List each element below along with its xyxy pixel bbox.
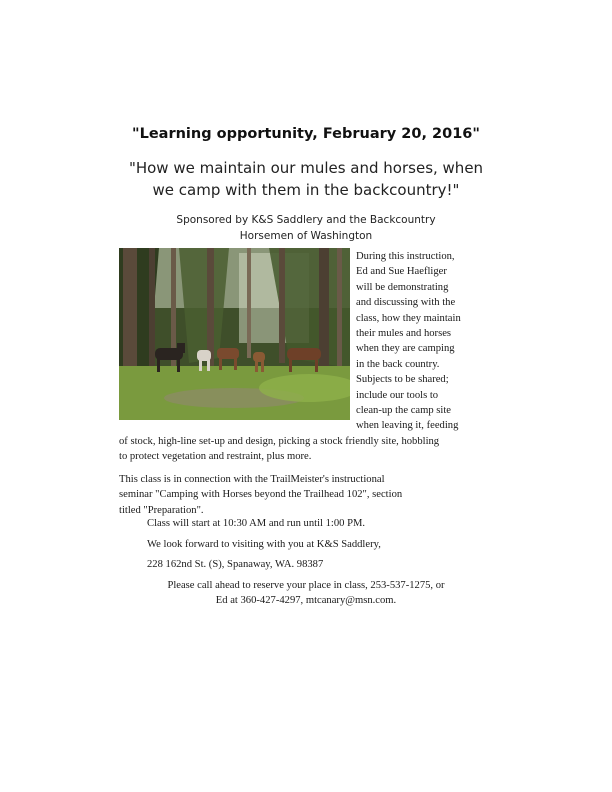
sponsor-statement — [120, 212, 492, 244]
description-continued — [119, 434, 499, 465]
sponsor-line: Sponsored by K&S Saddlery and the Backcountry — [176, 214, 436, 226]
subheading-line: we camp with them in the backcountry!" — [152, 181, 460, 199]
seminar-line: seminar "Camping with Horses beyond the Trailhead 102", section — [119, 489, 403, 501]
seminar-paragraph — [119, 472, 499, 518]
description-line: and discussing with the — [356, 297, 456, 309]
description-paragraph — [356, 249, 498, 434]
description-line: Subjects to be shared; — [356, 374, 449, 386]
description-line: in the back country. — [356, 358, 440, 370]
description-line: include our tools to — [356, 389, 439, 401]
description-line: During this instruction, — [356, 251, 455, 262]
description-line: clean-up the camp site — [356, 405, 452, 417]
description-line: class, how they maintain — [356, 312, 461, 324]
description-line: will be demonstrating — [356, 281, 449, 293]
forest-camp-illustration — [119, 248, 350, 420]
sponsor-line: Horsemen of Washington — [239, 230, 373, 242]
horse-camp-photo — [119, 248, 350, 420]
seminar-line: This class is in connection with the TrailMeister's instructional — [119, 474, 385, 485]
flyer-headline: "Learning opportunity, February 20, 2016" — [132, 126, 480, 142]
description-line: to protect vegetation and restraint, plus more. — [119, 451, 312, 463]
flyer-subheading — [100, 157, 512, 201]
seminar-line: titled "Preparation". — [119, 504, 204, 516]
class-time: Class will start at 10:30 AM and run until 1:00 PM. — [147, 518, 366, 529]
subheading-line: "How we maintain our mules and horses, when — [128, 159, 484, 177]
contact-line: Ed at 360-427-4297, mtcanary@msn.com. — [215, 595, 397, 607]
description-line: their mules and horses — [356, 328, 452, 340]
description-line: when they are camping — [356, 343, 455, 355]
address: 228 162nd St. (S), Spanaway, WA. 98387 — [147, 559, 324, 570]
description-line: when leaving it, feeding — [356, 420, 459, 432]
contact-paragraph — [100, 578, 512, 609]
description-line: Ed and Sue Haefliger — [356, 266, 447, 278]
description-line: of stock, high-line set-up and design, picking a stock friendly site, hobbling — [119, 436, 440, 447]
contact-line: Please call ahead to reserve your place in class, 253-537-1275, or — [167, 580, 445, 591]
look-forward-text: We look forward to visiting with you at K&S Saddlery, — [147, 539, 381, 550]
